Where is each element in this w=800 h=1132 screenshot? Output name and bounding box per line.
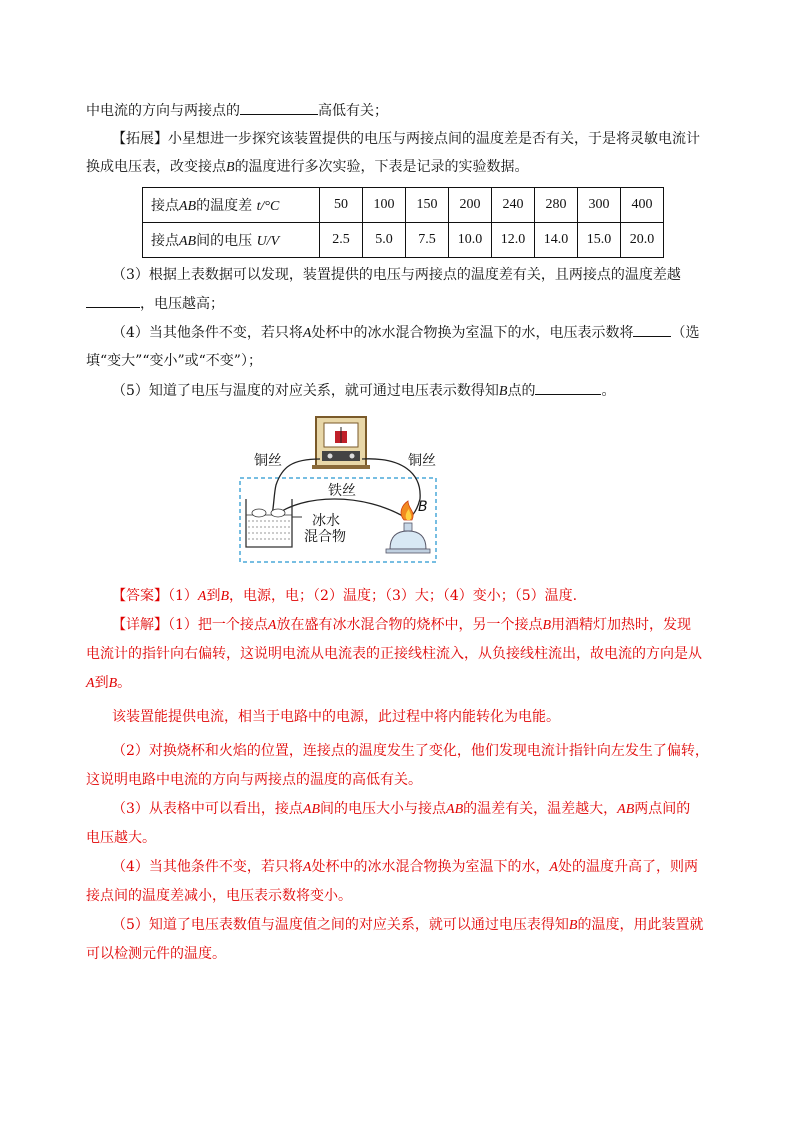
detail-text: （2）对换烧杯和火焰的位置，连接点的温度发生了变化，他们发现电流计指针向左发生了偏转， [112, 743, 709, 759]
label-mixture: 混合物 [304, 529, 346, 545]
table-cell: 300 [578, 188, 621, 223]
detail-line-3 [86, 674, 131, 693]
detail-text: 电流计的指针向右偏转，这说明电流从电流表的正接线柱流入，从负接线柱流出，故电流的方向是从 [86, 646, 702, 662]
detail-line-5 [112, 742, 709, 760]
detail-line-9 [112, 858, 698, 877]
label-iron: 铁丝 [328, 483, 356, 499]
detail-line-7 [112, 800, 690, 819]
var-a: A [86, 676, 95, 691]
extension-text-2a: 换成电压表，改变接点 [86, 159, 226, 175]
q3-text-2: ，电压越高； [140, 296, 224, 312]
line-text-end: 高低有关； [318, 103, 388, 119]
extension-text: 小星想进一步探究该装置提供的电压与两接点间的温度差是否有关，于是将灵敏电流计 [168, 131, 700, 147]
table-row-temperature [143, 188, 664, 223]
question-4-line-2 [86, 352, 262, 370]
detail-text: 这说明电路中电流的方向与两接点的温度的高低有关。 [86, 772, 422, 788]
table-header-voltage [143, 223, 320, 258]
detail-text: （3）从表格中可以看出，接点 [112, 801, 303, 817]
answer-line [112, 587, 577, 606]
table-cell: 150 [406, 188, 449, 223]
detail-line-6 [86, 771, 422, 789]
detail-text: 电压越大。 [86, 830, 156, 846]
label-b: B [418, 499, 428, 515]
q4-text-a: （4）当其他条件不变，若只将 [112, 325, 303, 341]
detail-text: 用酒精灯加热时，发现 [551, 617, 692, 633]
q4-text-2: 填“变大”“变小”或“不变”）； [86, 353, 262, 369]
detail-line-10 [86, 887, 352, 905]
extension-tag: 【拓展】 [112, 131, 168, 147]
voltmeter-icon [312, 417, 370, 469]
table-cell: 10.0 [449, 223, 492, 258]
detail-text: 接点间的温度差减小，电压表示数将变小。 [86, 888, 352, 904]
q3-text: （3）根据上表数据可以发现，装置提供的电压与两接点的温度差有关，且两接点的温度差越 [112, 267, 681, 283]
detail-text: 处杯中的冰水混合物换为室温下的水， [311, 859, 550, 875]
detail-line-11 [112, 916, 703, 935]
var-b: B [542, 618, 552, 633]
hdr-pre: 接点 [151, 233, 179, 249]
var-a: A [302, 326, 312, 341]
table-cell: 7.5 [406, 223, 449, 258]
question-4-line-1 [112, 323, 699, 343]
table-cell: 200 [449, 188, 492, 223]
table-cell: 12.0 [492, 223, 535, 258]
table-cell: 400 [621, 188, 664, 223]
table-cell: 15.0 [578, 223, 621, 258]
table-cell: 5.0 [363, 223, 406, 258]
answer-blank [240, 101, 318, 115]
var-a: A [197, 589, 207, 604]
question-3-line-1 [112, 266, 681, 284]
detail-text: 放在盛有冰水混合物的烧杯中，另一个接点 [276, 617, 543, 633]
answer-blank [535, 381, 601, 395]
hdr-post: 的温度差 [196, 198, 253, 214]
var-b: B [226, 160, 235, 175]
var-a: A [549, 860, 559, 875]
var-ab: AB [617, 802, 635, 817]
detail-text: （1）把一个接点 [168, 617, 268, 633]
detail-text: 到 [94, 675, 109, 691]
answer-text-1: （1） [168, 588, 198, 604]
detail-text: 处的温度升高了，则两 [558, 859, 699, 875]
extension-text-2b: 的温度进行多次实验，下表是记录的实验数据。 [234, 159, 529, 175]
var-ab: AB [446, 802, 464, 817]
extension-line-1 [112, 130, 700, 148]
extension-line-2 [86, 158, 529, 177]
var-b: B [108, 676, 118, 691]
apparatus-figure [232, 407, 472, 567]
apparatus-diagram [232, 407, 472, 567]
hdr-unit: t/°C [256, 199, 280, 214]
detail-line-8 [86, 829, 156, 847]
table-row-voltage [143, 223, 664, 258]
hdr-pre: 接点 [151, 198, 179, 214]
detail-text: 的温差有关，温差越大， [463, 801, 618, 817]
label-ice-water: 冰水 [312, 513, 340, 529]
question-3-line-2 [86, 294, 224, 313]
question-line-direction [86, 101, 388, 120]
var-a: A [267, 618, 277, 633]
table-cell: 14.0 [535, 223, 578, 258]
var-b: B [498, 384, 508, 399]
table-cell: 240 [492, 188, 535, 223]
var-b: B [568, 918, 578, 933]
q4-text-c: （选 [671, 325, 700, 341]
answer-blank [86, 294, 140, 308]
detail-text: 两点间的 [634, 801, 691, 817]
detail-text: （5）知道了电压表数值与温度值之间的对应关系，就可以通过电压表得知 [112, 917, 569, 933]
label-copper-right: 铜丝 [408, 453, 436, 469]
data-table [142, 187, 664, 258]
hdr-unit: U/V [256, 234, 280, 249]
detail-text: 该装置能提供电流，相当于电路中的电源，此过程中将内能转化为电能。 [112, 709, 560, 725]
var-b: B [220, 589, 230, 604]
iron-wire [276, 499, 408, 519]
table-cell: 280 [535, 188, 578, 223]
answer-tag: 【答案】 [112, 588, 168, 604]
detail-tag: 【详解】 [112, 617, 168, 633]
var-a: A [302, 860, 312, 875]
q5-text-2: 点的 [507, 383, 536, 399]
q5-text-1: （5）知道了电压与温度的对应关系，就可通过电压表示数得知 [112, 383, 499, 399]
detail-line-4 [112, 708, 560, 726]
table-header-temperature [143, 188, 320, 223]
answer-text-2: 到 [206, 588, 221, 604]
detail-text: 。 [117, 675, 132, 691]
detail-line-2 [86, 645, 702, 663]
answer-blank [633, 323, 671, 337]
table-cell: 20.0 [621, 223, 664, 258]
var-ab: AB [302, 802, 321, 817]
hdr-var: AB [179, 234, 197, 249]
question-5-line [112, 381, 615, 401]
detail-text: （4）当其他条件不变，若只将 [112, 859, 303, 875]
q5-end: 。 [601, 383, 616, 399]
line-text: 中电流的方向与两接点的 [86, 103, 240, 119]
detail-line-12 [86, 945, 226, 963]
detail-line-1 [112, 616, 691, 635]
hdr-post: 间的电压 [196, 233, 253, 249]
table-cell: 50 [320, 188, 363, 223]
answer-text-3: ，电源，电；（2）温度；（3）大；（4）变小；（5）温度. [229, 588, 578, 604]
detail-text: 可以检测元件的温度。 [86, 946, 226, 962]
detail-text: 的温度，用此装置就 [577, 917, 704, 933]
label-copper-left: 铜丝 [254, 453, 282, 469]
table-cell: 2.5 [320, 223, 363, 258]
table-cell: 100 [363, 188, 406, 223]
q4-text-b: 处杯中的冰水混合物换为室温下的水，电压表示数将 [311, 325, 634, 341]
detail-text: 间的电压大小与接点 [320, 801, 447, 817]
hdr-var: AB [179, 199, 197, 214]
